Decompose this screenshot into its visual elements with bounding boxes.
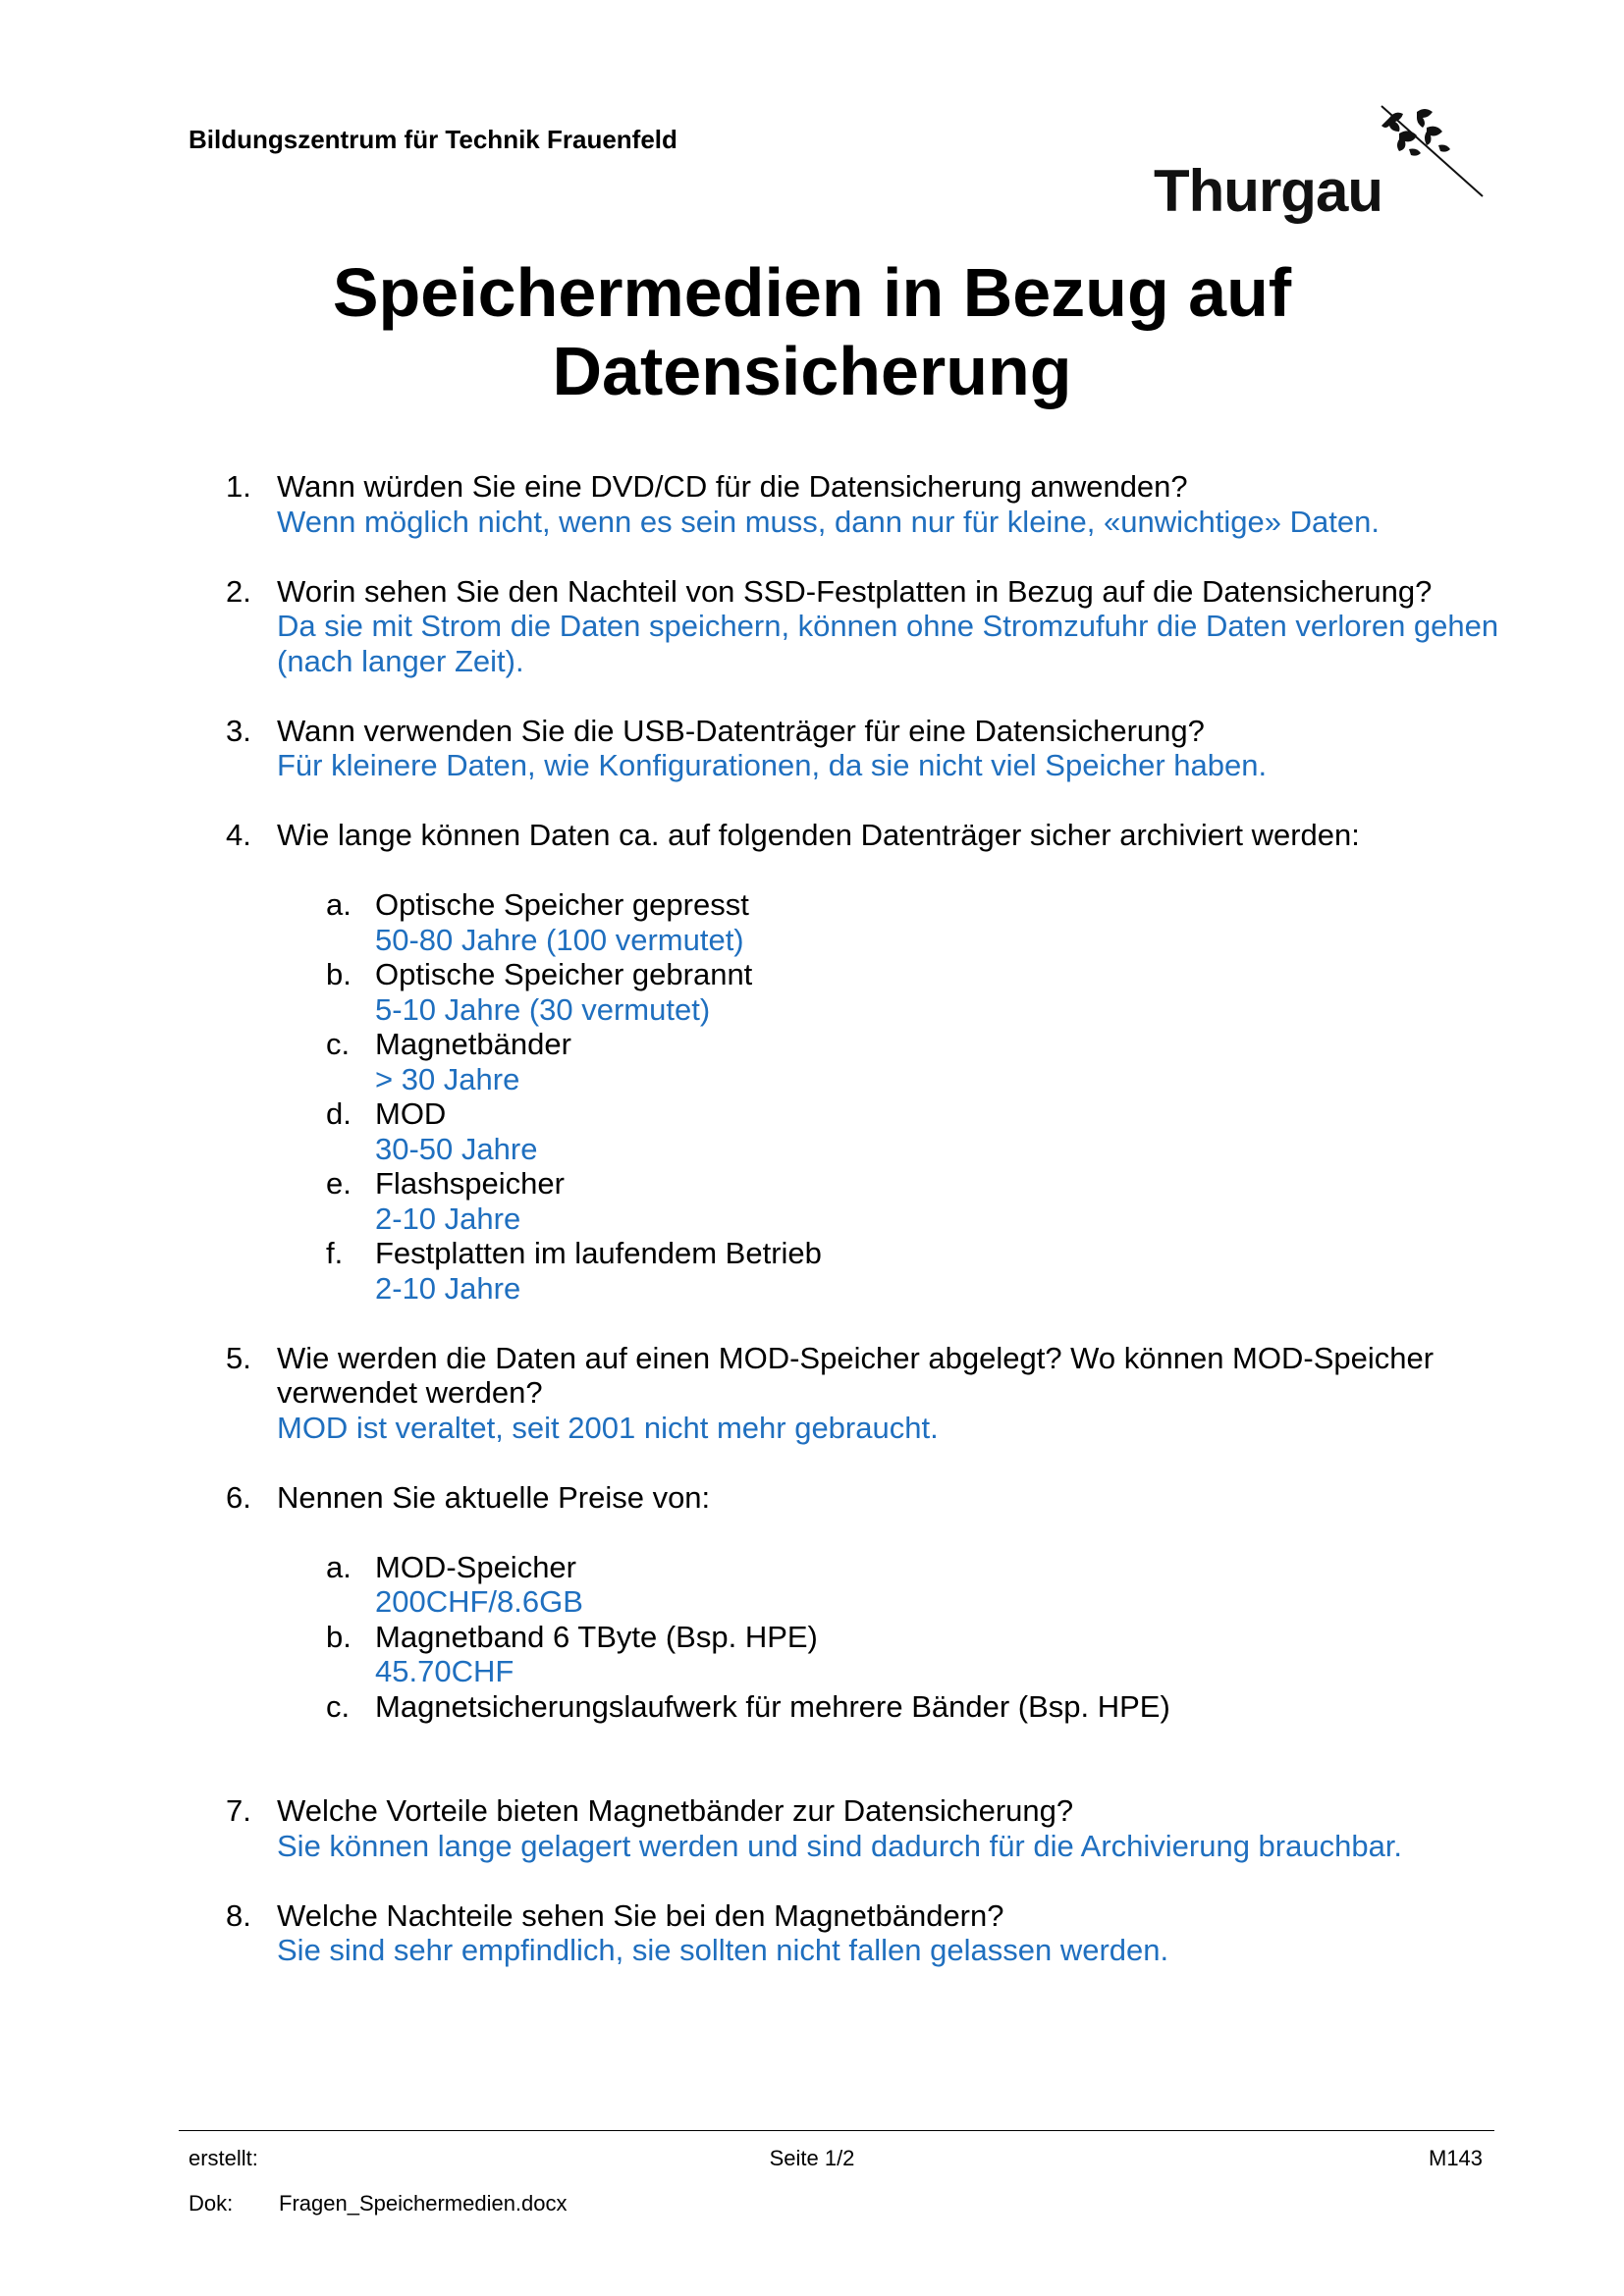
organization-name: Bildungszentrum für Technik Frauenfeld (189, 125, 677, 154)
answer-text: Sie können lange gelagert werden und sind dadurch für die Archivierung brauchbar. (277, 1828, 1403, 1863)
question-item (189, 1793, 1504, 1863)
question-item (189, 1480, 1504, 1516)
sub-answer: 2-10 Jahre (375, 1201, 521, 1236)
question-item (189, 1898, 1504, 1968)
sub-item (189, 1620, 1504, 1655)
question-text: Welche Vorteile bieten Magnetbänder zur Datensicherung? (277, 1793, 1074, 1828)
question-item (189, 574, 1504, 679)
page-title (0, 253, 1624, 410)
sub-item (189, 1689, 1504, 1725)
sub-item (189, 1096, 1504, 1132)
sub-label: Magnetsicherungslaufwerk für mehrere Bänder (Bsp. HPE) (375, 1688, 1170, 1724)
sub-label: Optische Speicher gepresst (375, 887, 749, 922)
sub-label: Festplatten im laufendem Betrieb (375, 1236, 822, 1270)
question-list (189, 469, 1504, 2002)
sub-letter: c. (326, 1688, 351, 1724)
sub-item (189, 1550, 1504, 1585)
question-item (189, 714, 1504, 783)
question-number: 2. (226, 573, 251, 609)
question-text: Welche Nachteile sehen Sie bei den Magnetbändern? (277, 1897, 1004, 1933)
footer-doc-label: Dok: (189, 2191, 234, 2216)
sub-label: Optische Speicher gebrannt (375, 957, 753, 991)
question-text: Nennen Sie aktuelle Preise von: (277, 1479, 711, 1515)
question-text: Wie lange können Daten ca. auf folgenden Datenträger sicher archiviert werden: (277, 818, 1360, 852)
question-item (189, 469, 1504, 539)
sub-letter: c. (326, 1027, 351, 1061)
question-text: Worin sehen Sie den Nachteil von SSD-Festplatten in Bezug auf die Datensicherung? (277, 573, 1433, 609)
sub-item (189, 1236, 1504, 1271)
sub-answer: 200CHF/8.6GB (375, 1584, 583, 1619)
footer-page-number: Seite 1/2 (769, 2146, 855, 2170)
sub-letter: d. (326, 1096, 352, 1131)
question-text: Wie werden die Daten auf einen MOD-Speicher abgelegt? Wo können MOD-Speicher verwendet werden? (277, 1340, 1435, 1410)
answer-text: Da sie mit Strom die Daten speichern, können ohne Stromzufuhr die Daten verloren gehen (nach langer Zeit). (277, 609, 1499, 678)
sub-answer: 5-10 Jahre (30 vermutet) (375, 991, 711, 1027)
question-item (189, 818, 1504, 853)
question-number: 8. (226, 1897, 251, 1933)
footer-created-label: erstellt: (189, 2146, 258, 2170)
question-text: Wann verwenden Sie die USB-Datenträger für eine Datensicherung? (277, 713, 1205, 748)
answer-text: MOD ist veraltet, seit 2001 nicht mehr gebraucht. (277, 1410, 939, 1445)
sub-item (189, 1027, 1504, 1062)
question-number: 5. (226, 1340, 251, 1375)
sub-label: MOD (375, 1096, 447, 1131)
sub-list (189, 1550, 1504, 1725)
sub-answer: 50-80 Jahre (100 vermutet) (375, 922, 744, 957)
sub-letter: f. (326, 1236, 344, 1270)
sub-letter: e. (326, 1166, 352, 1201)
question-number: 4. (226, 818, 251, 852)
sub-answer: 30-50 Jahre (375, 1131, 538, 1166)
sub-item (189, 1166, 1504, 1201)
answer-text: Für kleinere Daten, wie Konfigurationen, da sie nicht viel Speicher haben. (277, 748, 1268, 782)
answer-text: Wenn möglich nicht, wenn es sein muss, dann nur für kleine, «unwichtige» Daten. (277, 504, 1380, 539)
thurgau-lion-emblem-icon (1370, 98, 1488, 206)
sub-label: Flashspeicher (375, 1166, 565, 1201)
sub-letter: a. (326, 1549, 352, 1584)
sub-list (189, 887, 1504, 1306)
footer-module: M143 (1429, 2146, 1484, 2170)
sub-letter: b. (326, 957, 352, 991)
question-number: 3. (226, 713, 251, 748)
thurgau-logo (1154, 98, 1488, 236)
question-item (189, 1341, 1504, 1446)
sub-label: Magnetband 6 TByte (Bsp. HPE) (375, 1619, 818, 1654)
sub-label: MOD-Speicher (375, 1549, 576, 1584)
title-line-1: Speichermedien in Bezug auf (332, 254, 1292, 331)
sub-answer: 2-10 Jahre (375, 1270, 521, 1306)
question-number: 1. (226, 469, 251, 504)
sub-answer: 45.70CHF (375, 1654, 514, 1688)
footer-divider (179, 2130, 1494, 2131)
sub-letter: a. (326, 887, 352, 922)
question-number: 6. (226, 1479, 251, 1515)
sub-item (189, 957, 1504, 992)
sub-letter: b. (326, 1619, 352, 1654)
sub-answer: > 30 Jahre (375, 1061, 520, 1096)
question-text: Wann würden Sie eine DVD/CD für die Datensicherung anwenden? (277, 469, 1188, 504)
title-line-2: Datensicherung (552, 333, 1072, 409)
question-number: 7. (226, 1793, 251, 1828)
footer-doc-name: Fragen_Speichermedien.docx (279, 2191, 568, 2216)
sub-label: Magnetbänder (375, 1027, 571, 1061)
sub-item (189, 887, 1504, 923)
logo-text: Thurgau (1154, 158, 1382, 224)
answer-text: Sie sind sehr empfindlich, sie sollten nicht fallen gelassen werden. (277, 1933, 1169, 1967)
